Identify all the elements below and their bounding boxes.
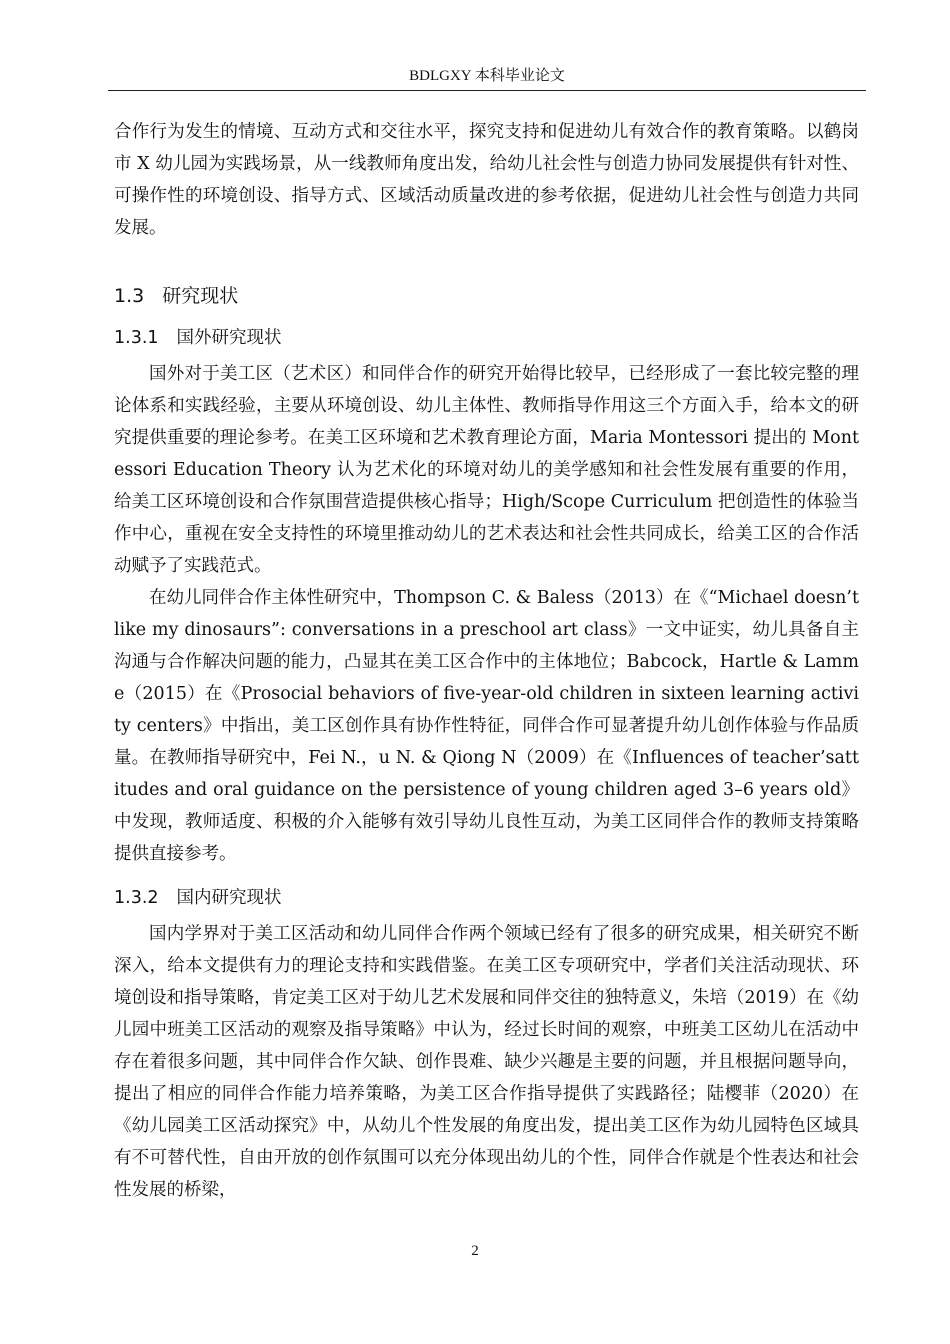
section-heading-1-3 — [114, 282, 859, 310]
subsection-number: 1.3.1 — [114, 328, 159, 348]
body-paragraph: 国外对于美工区（艺术区）和同伴合作的研究开始得比较早，已经形成了一套比较完整的理论体系和实践经验，主要从环境创设、幼儿主体性、教师指导作用这三个方面入手，给本文的研究提供重要的理论参考。在美工区环境和艺术教育理论方面，Maria Montessori 提出的 Montessori Education Theory 认为艺术化的环境对幼儿的美学感知和社会性发展有重要的作用，给美工区环境创设和合作氛围营造提供核心指导；High/Scope Curriculum 把创造性的体验当作中心，重视在安全支持性的环境里推动幼儿的艺术表达和社会性共同成长，给美工区的合作活动赋予了实践范式。 — [114, 364, 859, 576]
body-paragraph: 国内学界对于美工区活动和幼儿同伴合作两个领域已经有了很多的研究成果，相关研究不断深入，给本文提供有力的理论支持和实践借鉴。在美工区专项研究中，学者们关注活动现状、环境创设和指导策略，肯定美工区对于幼儿艺术发展和同伴交往的独特意义，朱培（2019）在《幼儿园中班美工区活动的观察及指导策略》中认为，经过长时间的观察，中班美工区幼儿在活动中存在着很多问题，其中同伴合作欠缺、创作畏难、缺少兴趣是主要的问题，并且根据问题导向，提出了相应的同伴合作能力培养策略，为美工区合作指导提供了实践路径；陆樱菲（2020）在《幼儿园美工区活动探究》中，从幼儿个性发展的角度出发，提出美工区作为幼儿园特色区域具有不可替代性，自由开放的创作氛围可以充分体现出幼儿的个性，同伴合作就是个性表达和社会性发展的桥梁， — [114, 924, 859, 1200]
subsection-heading-1-3-2 — [114, 884, 859, 912]
body-paragraph: 在幼儿同伴合作主体性研究中，Thompson C. & Baless（2013）在《“Michael doesn’t like my dinosaurs”: conversations in a preschool art class》一文中证实，幼儿具备自主沟通与合作解决问题的能力，凸显其在美工区合作中的主体地位；Babcock，Hartle & Lamme（2015）在《Prosocial behaviors of five-year-old children in sixteen learning activity centers》中指出，美工区创作具有协作性特征，同伴合作可显著提升幼儿创作体验与作品质量。在教师指导研究中，Fei N.，u N. & Qiong N（2009）在《Influences of teacher’sattitudes and oral guidance on the persistence of young children aged 3–6 years old》中发现，教师适度、积极的介入能够有效引导幼儿良性互动，为美工区同伴合作的教师支持策略提供直接参考。 — [114, 588, 859, 864]
subsection-number: 1.3.2 — [114, 888, 159, 908]
running-header: BDLGXY 本科毕业论文 — [108, 66, 866, 91]
intro-paragraph: 合作行为发生的情境、互动方式和交往水平，探究支持和促进幼儿有效合作的教育策略。以鹤岗市 X 幼儿园为实践场景，从一线教师角度出发，给幼儿社会性与创造力协同发展提供有针对性、可操作性的环境创设、指导方式、区域活动质量改进的参考依据，促进幼儿社会性与创造力共同发展。 — [114, 122, 859, 238]
subsection-heading-1-3-1 — [114, 324, 859, 352]
page-body — [114, 116, 859, 1206]
section-title: 研究现状 — [162, 285, 239, 307]
subsection-title: 国内研究现状 — [176, 888, 282, 908]
page-number: 2 — [471, 1243, 479, 1259]
subsection-title: 国外研究现状 — [176, 328, 282, 348]
section-number: 1.3 — [114, 285, 145, 307]
